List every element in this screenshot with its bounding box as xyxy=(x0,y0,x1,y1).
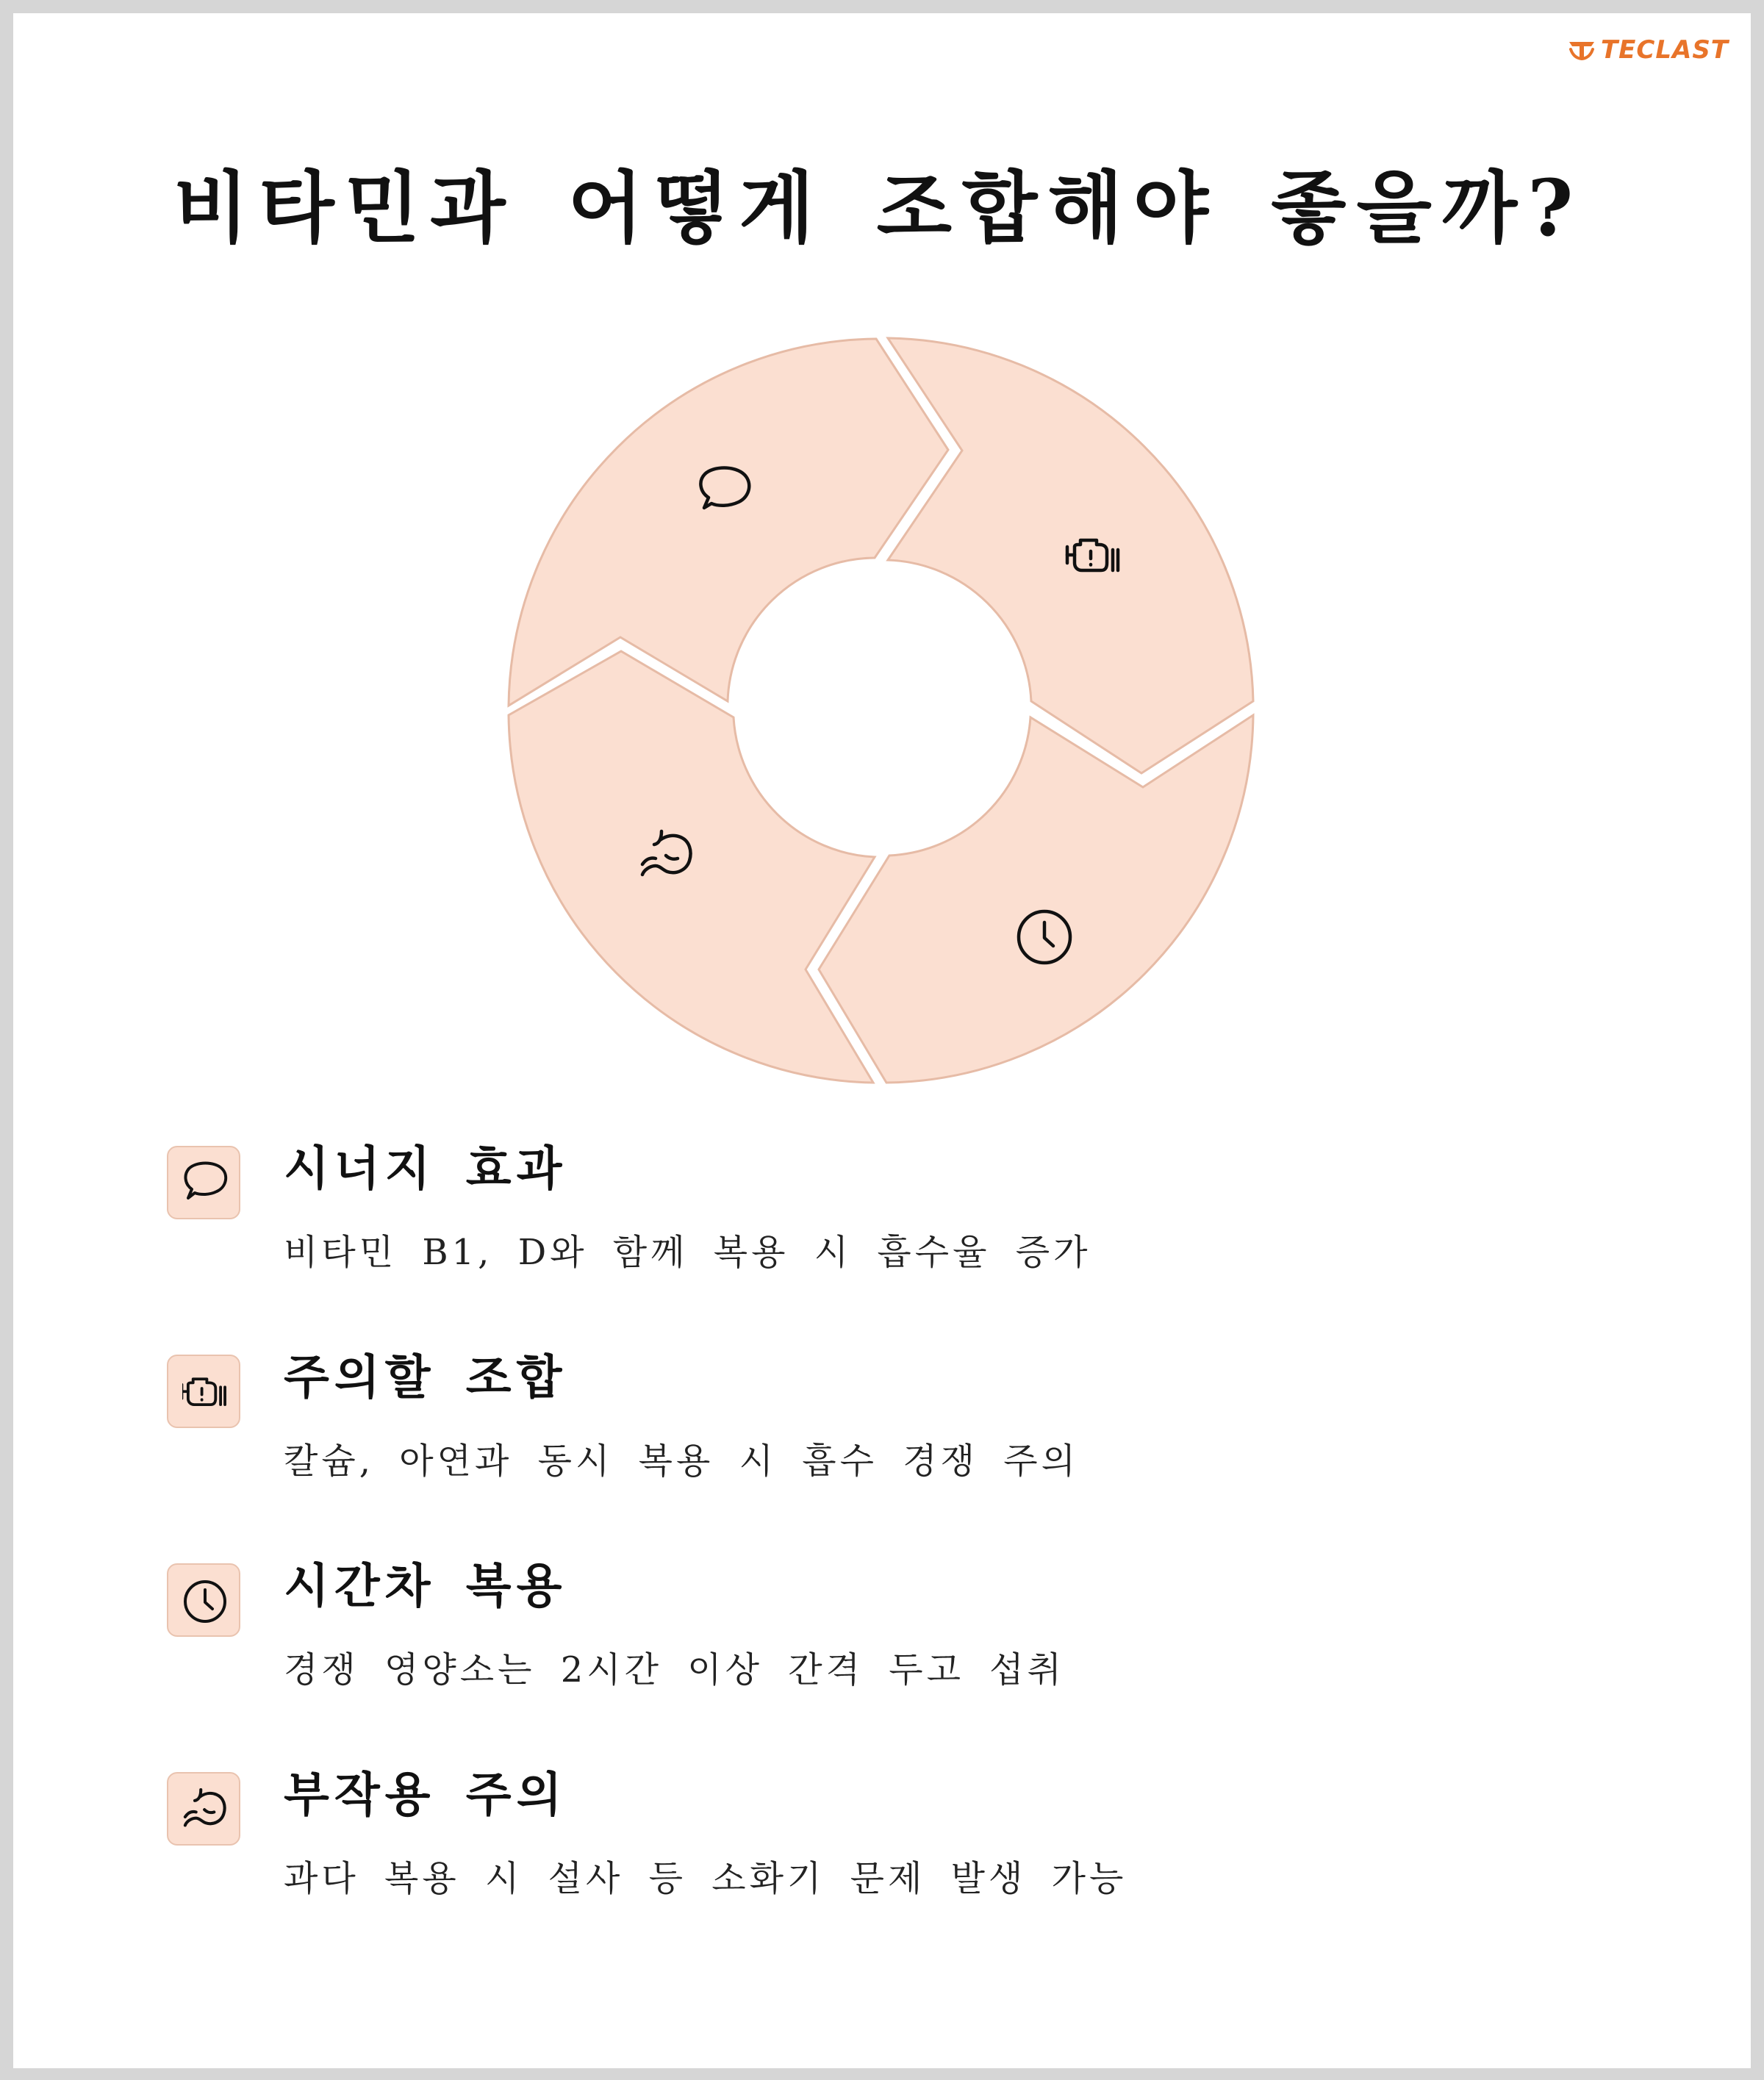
list-item xyxy=(167,1768,1416,1904)
item-icon-box xyxy=(167,1563,240,1637)
item-description: 경쟁 영양소는 2시간 이상 간격 두고 섭취 xyxy=(284,1649,1065,1690)
cycle-segment-timing xyxy=(819,715,1253,1083)
stomach-icon xyxy=(182,1787,228,1833)
item-title: 부작용 주의 xyxy=(284,1768,567,1823)
clock-icon xyxy=(182,1579,228,1624)
item-icon-box xyxy=(167,1355,240,1428)
item-title: 주의할 조합 xyxy=(284,1351,567,1405)
item-description: 비타민 B1, D와 함께 복용 시 흡수율 증가 xyxy=(284,1232,1091,1273)
item-title: 시너지 효과 xyxy=(284,1142,567,1197)
cycle-segment-synergy xyxy=(509,339,948,706)
infographic-card xyxy=(13,13,1751,2068)
cycle-segment-side-effect xyxy=(509,651,875,1083)
item-icon-box xyxy=(167,1146,240,1219)
list-item xyxy=(167,1142,1416,1278)
item-description: 칼슘, 아연과 동시 복용 시 흡수 경쟁 주의 xyxy=(284,1441,1079,1482)
brand-logo-text: TECLAST xyxy=(1600,35,1729,65)
item-description: 과다 복용 시 설사 등 소화기 문제 발생 가능 xyxy=(284,1858,1127,1899)
speech-bubble-icon xyxy=(182,1161,228,1207)
list-item xyxy=(167,1560,1416,1696)
list-item xyxy=(167,1351,1416,1487)
cycle-diagram xyxy=(13,13,1751,1116)
item-title: 시간차 복용 xyxy=(284,1560,567,1614)
page-title: 비타민과 어떻게 조합해야 좋을까? xyxy=(173,162,1584,254)
item-icon-box xyxy=(167,1772,240,1846)
engine-warning-icon xyxy=(182,1370,228,1416)
